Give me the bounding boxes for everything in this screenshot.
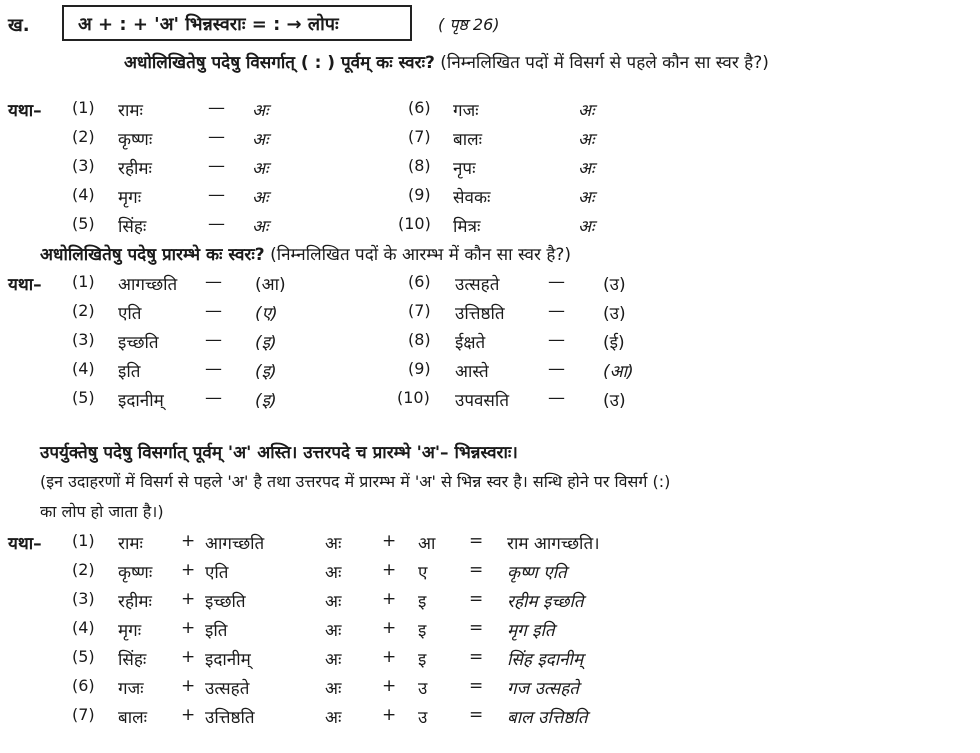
- example-plus: +: [382, 647, 397, 667]
- section3-explanation-line1: (इन उदाहरणों में विसर्ग से पहले 'अ' है तथा उत्तरपद में प्रारम्भ में 'अ' से भिन्न स्वर है। सन्धि होने पर विसर्ग (:): [40, 472, 671, 491]
- example-visarga-vowel: अः: [325, 592, 342, 612]
- example-plus: +: [181, 531, 196, 551]
- item-dash: —: [205, 359, 222, 379]
- section3-yatha-label: यथा–: [8, 534, 42, 554]
- example-equals: =: [469, 531, 484, 551]
- example-visarga-vowel: अः: [325, 563, 342, 583]
- item-number: (1): [72, 98, 95, 117]
- example-word1: सिंहः: [118, 650, 147, 670]
- example-number: (2): [72, 560, 95, 579]
- item-number: (6): [408, 98, 431, 117]
- item-number: (3): [72, 156, 95, 175]
- example-visarga-vowel: अः: [325, 679, 342, 699]
- item-dash: —: [208, 156, 225, 176]
- section1-question-hindi: (निम्नलिखित पदों में विसर्ग से पहले कौन सा स्वर है?): [440, 53, 769, 73]
- section-label: ख.: [8, 15, 30, 36]
- example-plus: +: [181, 676, 196, 696]
- item-word: सेवकः: [453, 188, 491, 208]
- example-number: (4): [72, 618, 95, 637]
- example-word2: इदानीम्: [205, 650, 251, 670]
- example-word2: आगच्छति: [205, 534, 265, 554]
- item-dash: —: [208, 214, 225, 234]
- item-answer: (इ): [255, 333, 277, 353]
- item-word: नृपः: [453, 159, 476, 179]
- item-number: (8): [408, 330, 431, 349]
- item-word: मित्रः: [453, 217, 481, 237]
- example-result: रहीम इच्छति: [507, 592, 584, 612]
- section1-question: [124, 50, 769, 73]
- example-word2: एति: [205, 563, 229, 583]
- item-answer: (उ): [603, 304, 626, 324]
- item-number: (2): [72, 127, 95, 146]
- item-number: (1): [72, 272, 95, 291]
- example-number: (1): [72, 531, 95, 550]
- item-word: कृष्णः: [118, 130, 153, 150]
- example-word1: कृष्णः: [118, 563, 153, 583]
- example-plus: +: [382, 705, 397, 725]
- example-plus: +: [382, 676, 397, 696]
- item-answer: अः: [252, 101, 269, 121]
- example-word1: रहीमः: [118, 592, 152, 612]
- example-initial-vowel: उ: [418, 679, 428, 699]
- item-word: उत्तिष्ठति: [455, 304, 505, 324]
- item-number: (10): [397, 388, 430, 407]
- example-result: कृष्ण एति: [507, 563, 567, 583]
- item-word: ईक्षते: [455, 333, 486, 353]
- example-initial-vowel: ए: [418, 563, 428, 583]
- item-answer: (आ): [255, 275, 286, 295]
- item-word: मृगः: [118, 188, 142, 208]
- item-number: (10): [398, 214, 431, 233]
- section2-question: [40, 242, 571, 265]
- item-number: (7): [408, 127, 431, 146]
- example-word1: रामः: [118, 534, 143, 554]
- example-plus: +: [382, 560, 397, 580]
- item-answer: (इ): [255, 391, 277, 411]
- example-equals: =: [469, 560, 484, 580]
- example-plus: +: [181, 647, 196, 667]
- item-dash: —: [548, 359, 565, 379]
- item-word: आगच्छति: [118, 275, 178, 295]
- example-plus: +: [382, 589, 397, 609]
- example-visarga-vowel: अः: [325, 534, 342, 554]
- item-number: (9): [408, 185, 431, 204]
- item-word: उत्सहते: [455, 275, 500, 295]
- item-word: सिंहः: [118, 217, 147, 237]
- item-number: (7): [408, 301, 431, 320]
- example-initial-vowel: उ: [418, 708, 428, 728]
- item-word: इदानीम्: [118, 391, 164, 411]
- item-dash: —: [548, 330, 565, 350]
- item-word: इच्छति: [118, 333, 159, 353]
- example-word1: गजः: [118, 679, 144, 699]
- item-answer: अः: [578, 188, 595, 208]
- example-plus: +: [181, 705, 196, 725]
- item-answer: अः: [578, 101, 595, 121]
- item-word: बालः: [453, 130, 483, 150]
- item-dash: —: [548, 301, 565, 321]
- example-number: (6): [72, 676, 95, 695]
- item-answer: (उ): [603, 391, 626, 411]
- example-number: (3): [72, 589, 95, 608]
- example-word2: इच्छति: [205, 592, 246, 612]
- example-equals: =: [469, 705, 484, 725]
- section1-yatha-label: यथा–: [8, 101, 42, 121]
- example-equals: =: [469, 618, 484, 638]
- example-equals: =: [469, 676, 484, 696]
- example-visarga-vowel: अः: [325, 708, 342, 728]
- item-dash: —: [205, 330, 222, 350]
- example-equals: =: [469, 589, 484, 609]
- item-word: एति: [118, 304, 142, 324]
- example-initial-vowel: आ: [418, 534, 436, 554]
- item-word: उपवसति: [455, 391, 510, 411]
- example-word2: इति: [205, 621, 228, 641]
- section1-question-sanskrit: अधोलिखितेषु पदेषु विसर्गात् ( : ) पूर्वम् कः स्वरः?: [124, 53, 435, 73]
- example-initial-vowel: इ: [418, 650, 427, 670]
- item-answer: अः: [252, 217, 269, 237]
- item-dash: —: [548, 272, 565, 292]
- example-plus: +: [181, 618, 196, 638]
- item-answer: अः: [578, 130, 595, 150]
- item-number: (9): [408, 359, 431, 378]
- example-word2: उत्सहते: [205, 679, 250, 699]
- item-word: रामः: [118, 101, 143, 121]
- item-number: (3): [72, 330, 95, 349]
- item-answer: अः: [252, 188, 269, 208]
- example-plus: +: [181, 560, 196, 580]
- example-visarga-vowel: अः: [325, 621, 342, 641]
- example-word2: उत्तिष्ठति: [205, 708, 255, 728]
- item-dash: —: [205, 301, 222, 321]
- section2-question-sanskrit: अधोलिखितेषु पदेषु प्रारम्भे कः स्वरः?: [40, 245, 265, 265]
- item-answer: (इ): [255, 362, 277, 382]
- example-result: गज उत्सहते: [507, 679, 579, 699]
- item-number: (4): [72, 359, 95, 378]
- example-word1: बालः: [118, 708, 148, 728]
- item-word: इति: [118, 362, 141, 382]
- item-answer: (ई): [603, 333, 625, 353]
- example-result: राम आगच्छति।: [507, 534, 600, 554]
- example-initial-vowel: इ: [418, 592, 427, 612]
- section3-explanation-line2: का लोप हो जाता है।): [40, 502, 164, 521]
- item-dash: —: [208, 185, 225, 205]
- example-plus: +: [382, 531, 397, 551]
- item-answer: (ए): [255, 304, 278, 324]
- item-answer: अः: [252, 130, 269, 150]
- item-dash: —: [208, 98, 225, 118]
- example-plus: +: [181, 589, 196, 609]
- item-number: (5): [72, 388, 95, 407]
- item-word: रहीमः: [118, 159, 152, 179]
- example-word1: मृगः: [118, 621, 142, 641]
- item-answer: अः: [578, 217, 595, 237]
- page-reference: ( पृष्ठ 26): [438, 15, 500, 34]
- item-number: (2): [72, 301, 95, 320]
- item-dash: —: [205, 388, 222, 408]
- example-visarga-vowel: अः: [325, 650, 342, 670]
- sandhi-rule: अ + : + 'अ' भिन्नस्वराः = : → लोपः: [78, 14, 339, 35]
- example-equals: =: [469, 647, 484, 667]
- item-number: (5): [72, 214, 95, 233]
- item-number: (6): [408, 272, 431, 291]
- section2-yatha-label: यथा–: [8, 275, 42, 295]
- example-number: (5): [72, 647, 95, 666]
- example-initial-vowel: इ: [418, 621, 427, 641]
- example-number: (7): [72, 705, 95, 724]
- item-number: (4): [72, 185, 95, 204]
- item-answer: (आ): [603, 362, 634, 382]
- item-answer: अः: [578, 159, 595, 179]
- example-result: मृग इति: [507, 621, 555, 641]
- item-dash: —: [205, 272, 222, 292]
- item-dash: —: [548, 388, 565, 408]
- example-result: बाल उत्तिष्ठति: [507, 708, 588, 728]
- section3-statement: उपर्युक्तेषु पदेषु विसर्गात् पूर्वम् 'अ' अस्ति। उत्तरपदे च प्रारम्भे 'अ'– भिन्नस्वराः।: [40, 443, 518, 463]
- item-answer: (उ): [603, 275, 626, 295]
- item-word: आस्ते: [455, 362, 489, 382]
- example-plus: +: [382, 618, 397, 638]
- example-result: सिंह इदानीम्: [507, 650, 584, 670]
- item-number: (8): [408, 156, 431, 175]
- item-dash: —: [208, 127, 225, 147]
- section2-question-hindi: (निम्नलिखित पदों के आरम्भ में कौन सा स्वर है?): [270, 245, 572, 265]
- item-word: गजः: [453, 101, 479, 121]
- item-answer: अः: [252, 159, 269, 179]
